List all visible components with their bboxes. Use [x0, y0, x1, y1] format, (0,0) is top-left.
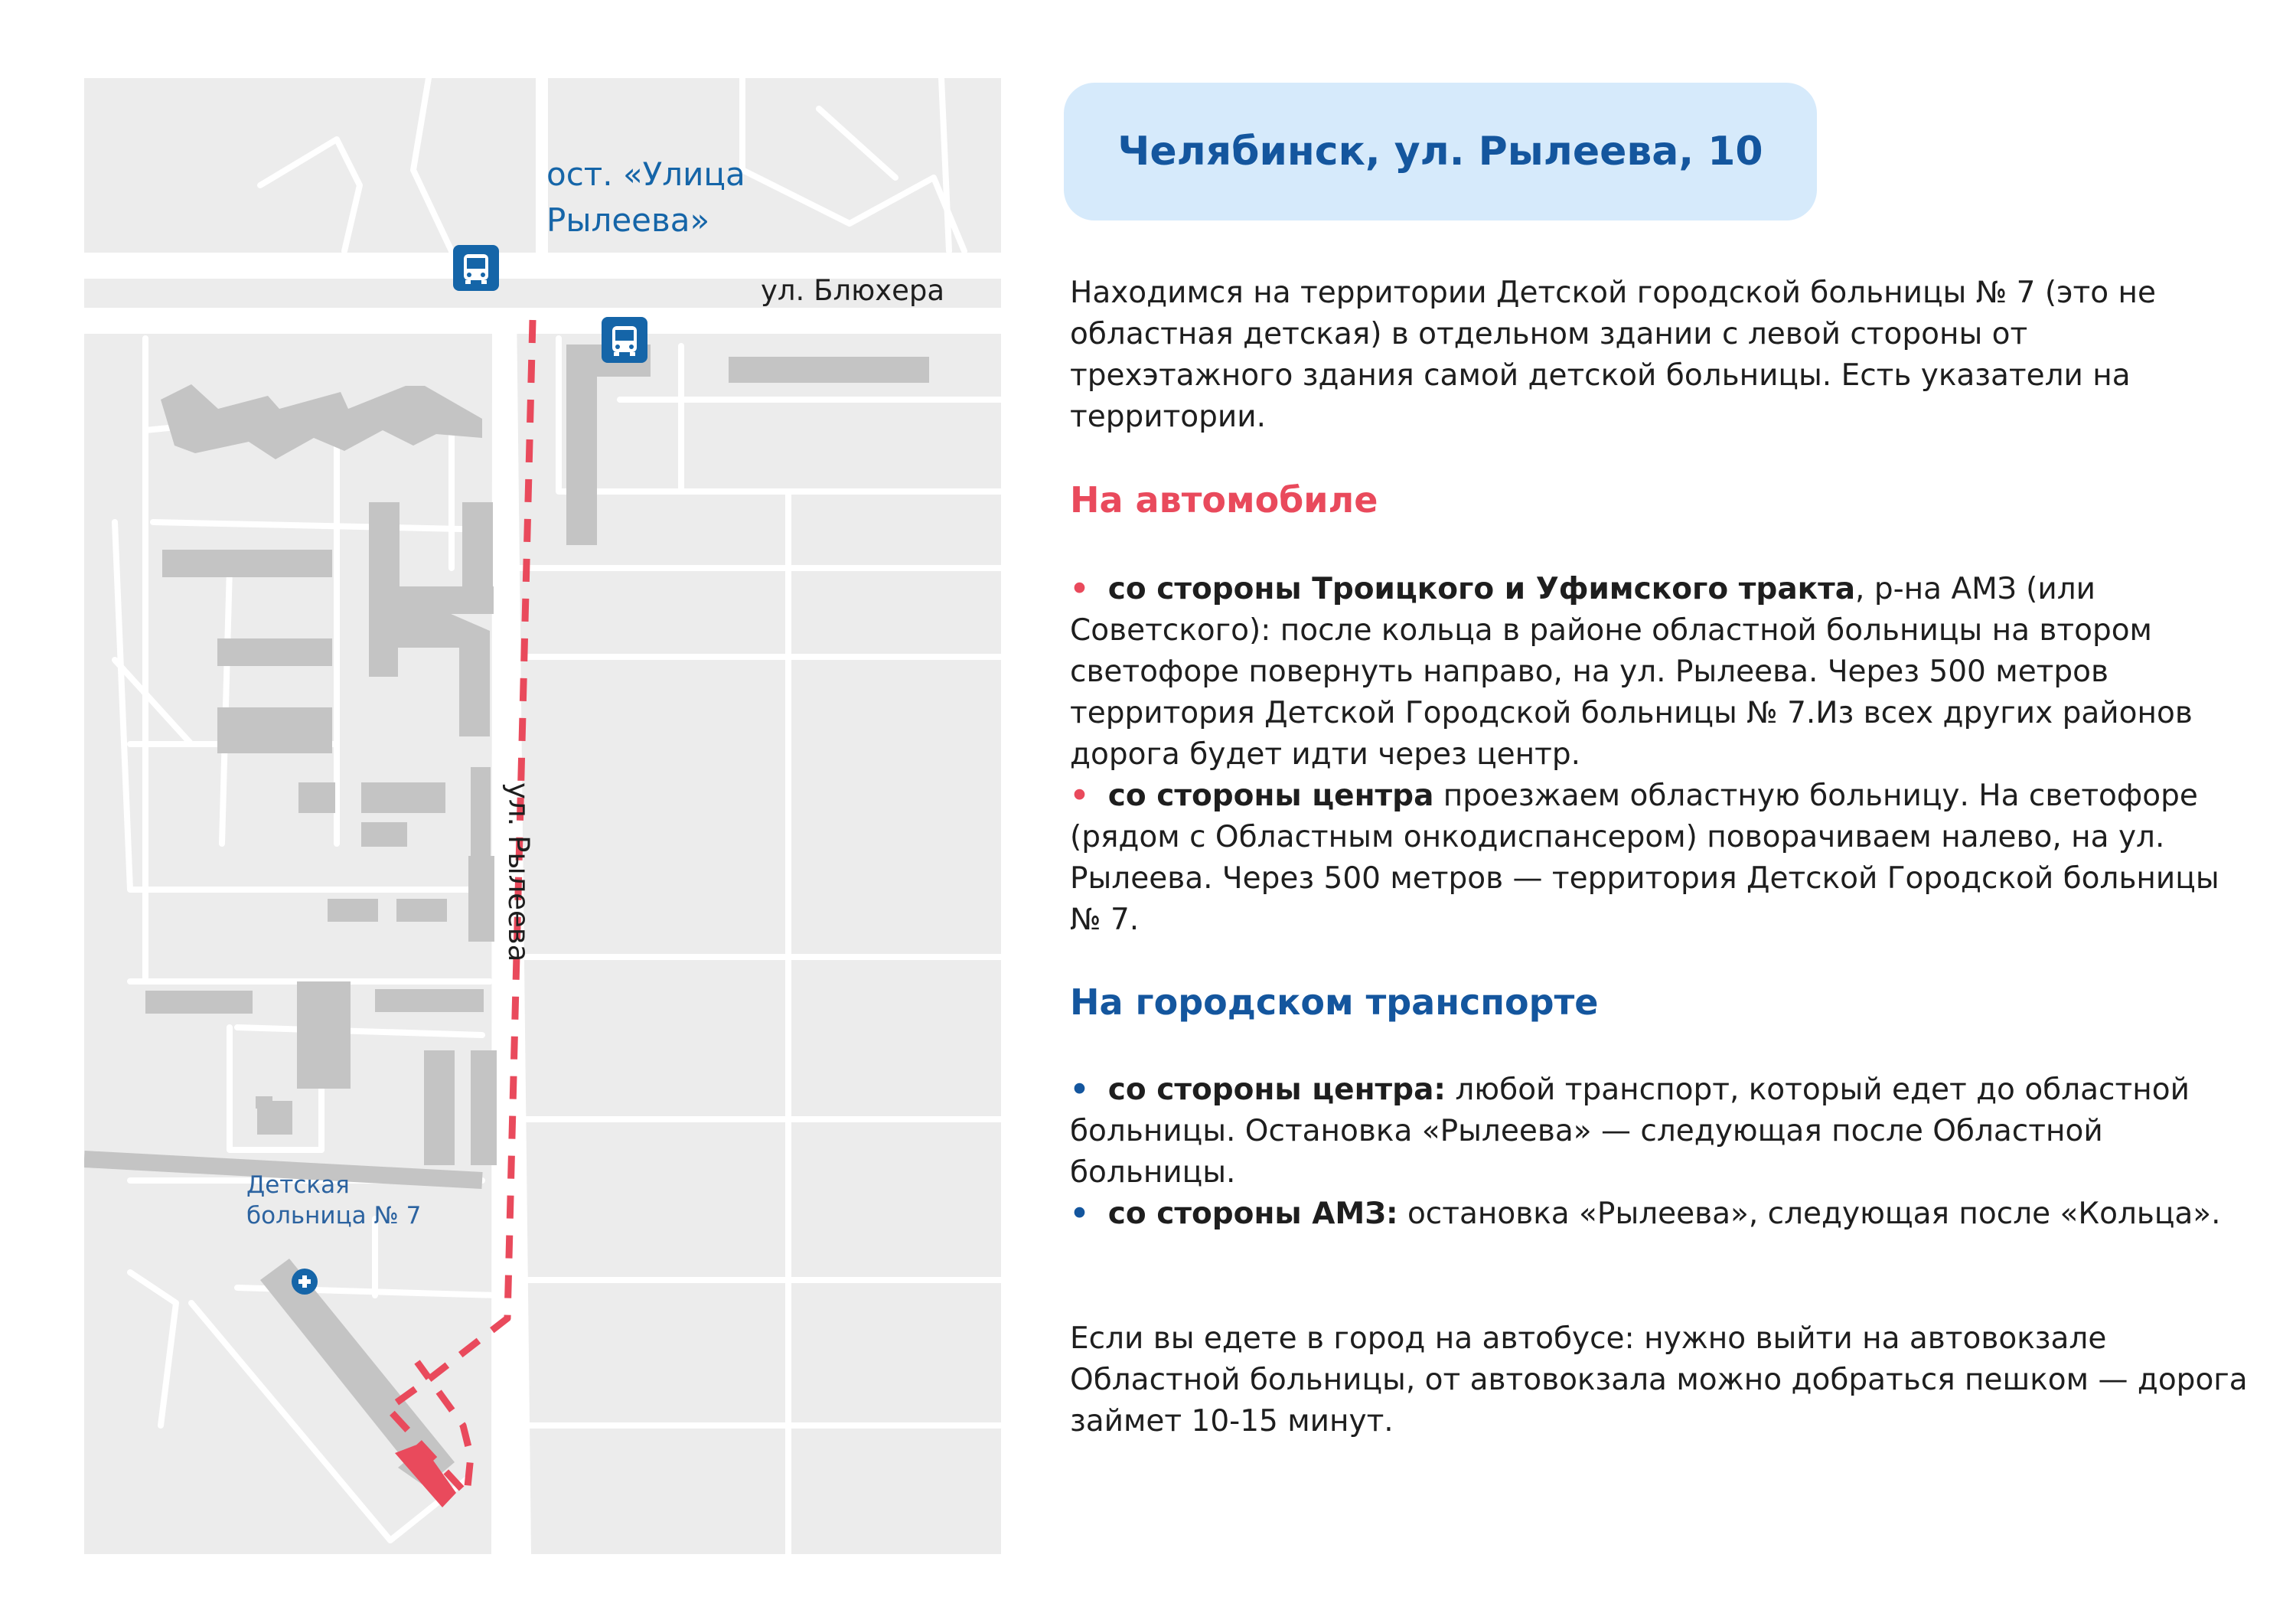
- transport-item-bold: со стороны центра:: [1107, 1073, 1446, 1107]
- car-heading: На автомобиле: [1070, 479, 1378, 521]
- bullet: •: [1070, 1197, 1089, 1231]
- page-title: Челябинск, ул. Рылеева, 10: [1117, 129, 1763, 175]
- bullet: •: [1070, 572, 1089, 606]
- hospital-label-line1: Детская: [246, 1171, 350, 1199]
- title-box: [1064, 83, 1817, 220]
- location-map: [84, 78, 1001, 1554]
- car-item-bold: со стороны центра: [1107, 779, 1434, 813]
- bus-stop-icon: [602, 317, 647, 363]
- bus-stop-icon: [453, 245, 499, 291]
- street-label-ryleeva: ул. Рылеева: [502, 782, 535, 962]
- street-label-bluhera: ул. Блюхера: [761, 274, 945, 307]
- car-item-text: , р-на АМЗ (или Советского): после кольца в районе областной больницы на втором светофоре повернуть направо, на ул. Рылеева. Через 500 метров территория Детской Городской больницы № 7.Из всех других районов дорога будет идти через центр.: [1070, 572, 2193, 772]
- transport-heading: На городском транспорте: [1070, 981, 1599, 1023]
- transport-item: [1070, 1069, 2249, 1194]
- car-item-bold: со стороны Троицкого и Уфимского тракта: [1107, 572, 1856, 606]
- bus-note: Если вы едете в город на автобусе: нужно выйти на автовокзале Областной больницы, от автовокзала можно добраться пешком — дорога займет 10-15 минут.: [1070, 1321, 2248, 1438]
- hospital-icon: [292, 1269, 318, 1295]
- stop-label-line2: Рылеева»: [546, 201, 710, 239]
- hospital-label-line2: больница № 7: [246, 1202, 422, 1229]
- transport-item-text: любой транспорт, который едет до областной больницы. Остановка «Рылеева» — следующая после Областной больницы.: [1070, 1073, 2190, 1190]
- car-item: [1070, 569, 2249, 776]
- intro-text: Находимся на территории Детской городской больницы № 7 (это не областная детская) в отдельном здании с левой стороны от трехэтажного здания самой детской больницы. Есть указатели на территории.: [1070, 276, 2156, 434]
- transport-item-text: остановка «Рылеева», следующая после «Кольца».: [1397, 1197, 2221, 1231]
- bullet: •: [1070, 1073, 1089, 1107]
- transport-item: [1070, 1194, 2249, 1235]
- transport-item-bold: со стороны АМЗ:: [1107, 1197, 1398, 1231]
- car-item-text: проезжаем областную больницу. На светофоре (рядом с Областным онкодиспансером) поворачиваем налево, на ул. Рылеева. Через 500 метров — территория Детской Городской больницы № 7.: [1070, 779, 2219, 937]
- stop-label-line1: ост. «Улица: [546, 155, 745, 193]
- car-instructions: [1070, 569, 2249, 941]
- bullet: •: [1070, 779, 1089, 813]
- car-item: [1070, 776, 2249, 941]
- transport-instructions: [1070, 1069, 2249, 1235]
- road-bluhera-south: [84, 308, 1001, 334]
